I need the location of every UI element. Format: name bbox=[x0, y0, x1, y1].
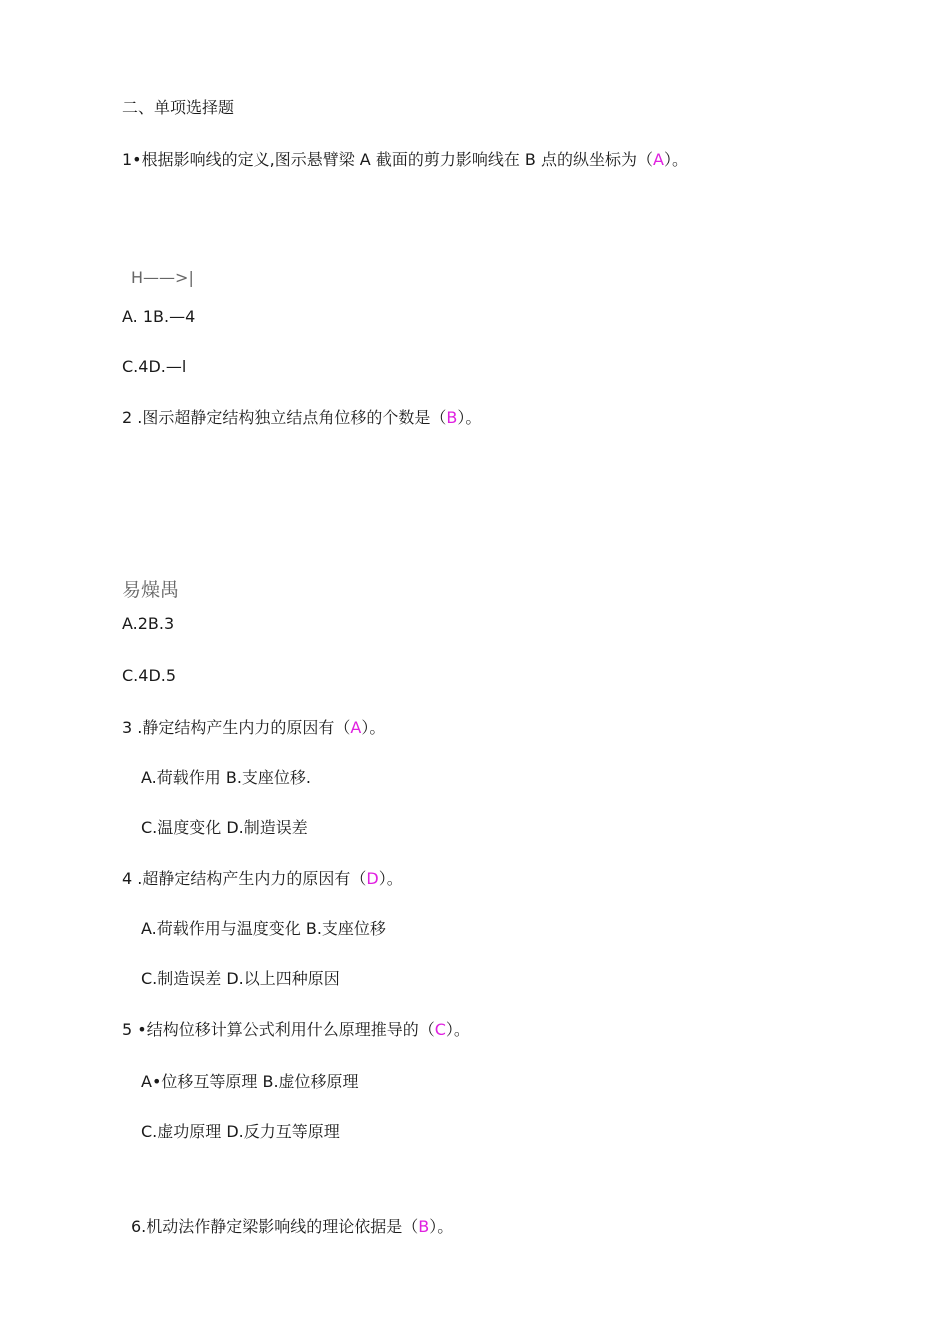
question-3-options-line-1: A.荷载作用 B.支座位移. bbox=[141, 768, 311, 787]
question-5-options-line-2: C.虚功原理 D.反力互等原理 bbox=[141, 1122, 340, 1141]
question-1-options-line-2: C.4D.—l bbox=[122, 357, 187, 376]
question-4-answer: D bbox=[366, 869, 379, 888]
question-1-figure-text: H——>| bbox=[131, 268, 194, 287]
question-1-options-line-1: A. 1B.—4 bbox=[122, 307, 196, 326]
question-4-options-line-2: C.制造误差 D.以上四种原因 bbox=[141, 969, 340, 988]
question-2-stem: 2 .图示超静定结构独立结点角位移的个数是（ bbox=[122, 408, 447, 427]
section-title: 二、单项选择题 bbox=[122, 98, 235, 117]
question-5-answer: C bbox=[434, 1020, 446, 1039]
question-1-answer: A bbox=[652, 150, 664, 169]
question-4-stem-end: ）。 bbox=[378, 869, 403, 888]
question-2-answer: B bbox=[446, 408, 458, 427]
question-2-options-line-2: C.4D.5 bbox=[122, 666, 177, 685]
question-3-options-line-2: C.温度变化 D.制造误差 bbox=[141, 818, 308, 837]
question-4-options-line-1: A.荷载作用与温度变化 B.支座位移 bbox=[141, 919, 386, 938]
question-4-stem: 4 .超静定结构产生内力的原因有（ bbox=[122, 869, 367, 888]
question-1-stem: 1•根据影响线的定义,图示悬臂梁 A 截面的剪力影响线在 B 点的纵坐标为（ bbox=[122, 150, 653, 169]
question-3 bbox=[122, 718, 385, 738]
question-2 bbox=[122, 408, 481, 428]
question-6-answer: B bbox=[418, 1217, 430, 1236]
question-5 bbox=[122, 1020, 470, 1040]
question-6-stem-end: ）。 bbox=[429, 1217, 454, 1236]
question-5-options-line-1: A•位移互等原理 B.虚位移原理 bbox=[141, 1072, 359, 1091]
question-3-answer: A bbox=[350, 718, 362, 737]
question-3-stem: 3 .静定结构产生内力的原因有（ bbox=[122, 718, 351, 737]
question-2-figure-text: 易燥禺 bbox=[122, 579, 180, 601]
question-6-stem: 6.机动法作静定梁影响线的理论依据是（ bbox=[131, 1217, 419, 1236]
question-2-options-line-1: A.2B.3 bbox=[122, 614, 175, 633]
question-5-stem-end: ）。 bbox=[445, 1020, 470, 1039]
question-5-stem: 5 •结构位移计算公式利用什么原理推导的（ bbox=[122, 1020, 435, 1039]
question-1 bbox=[122, 150, 688, 170]
question-3-stem-end: ）。 bbox=[361, 718, 386, 737]
question-2-stem-end: ）。 bbox=[457, 408, 482, 427]
question-6 bbox=[131, 1217, 453, 1237]
question-4 bbox=[122, 869, 403, 889]
question-1-stem-end: ）。 bbox=[663, 150, 688, 169]
